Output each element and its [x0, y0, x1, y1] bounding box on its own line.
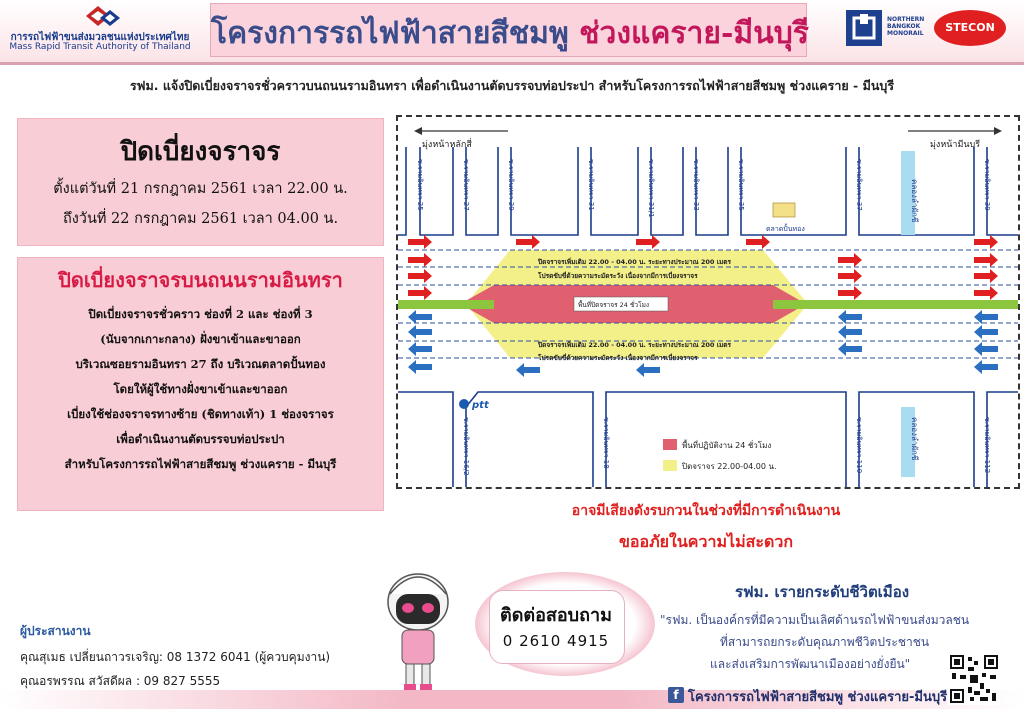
qr-code-icon[interactable]: [948, 653, 1000, 705]
market-label: ตลาดปั้นทอง: [766, 225, 805, 233]
soi-label: ซ.รามอินทรา 35: [737, 159, 745, 211]
coordinator-title: ผู้ประสานงาน: [20, 624, 91, 638]
canal-bottom-label: คลองลำผักชี: [910, 417, 919, 461]
soi-label: ซ.รามอินทรา 33: [692, 159, 700, 211]
soi-label: ซ.รามอินทรา 112: [983, 417, 991, 474]
direction-left-label: มุ่งหน้าหลักสี่: [422, 140, 472, 150]
top-road-edge: [398, 147, 1018, 235]
legend-red-swatch: [663, 439, 677, 450]
slogan-line: และส่งเสริมการพัฒนาเมืองอย่างยั่งยืน": [710, 657, 911, 671]
note-top-1: ปิดจราจรเพิ่มเติม 22.00 - 04.00 น. ระยะทางประมาณ 200 เมตร: [538, 258, 731, 266]
note-bottom-1: ปิดจราจรเพิ่มเติม 22.00 - 04.00 น. ระยะทางประมาณ 200 เมตร: [538, 341, 731, 349]
note-top-2: โปรดขับขี่ด้วยความระมัดระวัง เนื่องจากมีการเบี่ยงจราจร: [538, 272, 698, 280]
announcement-line: รฟม. แจ้งปิดเบี่ยงจราจรชั่วคราวบนถนนรามอินทรา เพื่อดำเนินงานตัดบรรจบท่อประปา สำหรับโครงการรถไฟฟ้าสายสีชมพู ช่วงแคราย - มีนบุรี: [129, 78, 895, 93]
facebook-icon[interactable]: f: [668, 687, 684, 703]
soi-label: ซ.รามอินทรา 39: [983, 159, 991, 211]
canal-top-label: คลองลำผักชี: [910, 179, 919, 223]
market-icon: [773, 203, 795, 217]
contact-title: ติดต่อสอบถาม: [500, 605, 612, 626]
detail-line: สำหรับโครงการรถไฟฟ้าสายสีชมพู ช่วงแคราย - มีนบุรี: [64, 457, 337, 471]
detail-line: ปิดเบี่ยงจราจรชั่วคราว ช่องที่ 2 และ ช่องที่ 3: [88, 307, 313, 321]
arrow-head-icon: [994, 127, 1002, 135]
soi-label: ซ.รามอินทรา 25: [416, 159, 424, 211]
soi-label: ซ.รามอินทรา 110: [855, 417, 863, 474]
closure-from: ตั้งแต่วันที่ 21 กรกฎาคม 2561 เวลา 22.00 น.: [53, 181, 348, 197]
title-main: โครงการรถไฟฟ้าสายสีชมพู: [211, 16, 569, 51]
soi-label: ซ.รามอินทรา 27: [462, 159, 470, 211]
soi-label: ซ.รามอินทรา 18: [602, 417, 610, 469]
detail-line: เบี่ยงใช้ช่องจราจรทางซ้าย (ชิดทางเท้า) 1 ช่องจราจร: [67, 407, 334, 421]
org-name-th: การรถไฟฟ้าขนส่งมวลชนแห่งประเทศไทย: [10, 32, 190, 43]
detail-line: โดยให้ผู้ใช้ทางฝั่งขาเข้าและขาออก: [113, 382, 288, 396]
soi-label: ซ.รามอินทรา 37: [855, 159, 863, 211]
monorail-logo-icon: [846, 10, 882, 46]
arrow-head-icon: [414, 127, 422, 135]
apology-text: ขออภัยในความไม่สะดวก: [618, 532, 794, 551]
slogan-line: ที่สามารถยกระดับคุณภาพชีวิตประชาชน: [720, 635, 930, 649]
soi-label: ซ.รามอินทรา 29: [507, 159, 515, 211]
traffic-diagram: [396, 115, 1020, 489]
title-box: [210, 3, 807, 57]
facebook-page-link[interactable]: โครงการรถไฟฟ้าสายสีชมพู ช่วงแคราย-มีนบุรี: [688, 690, 948, 705]
note-bottom-2: โปรดขับขี่ด้วยความระมัดระวัง เนื่องจากมีการเบี่ยงจราจร: [538, 354, 698, 362]
closure-to: ถึงวันที่ 22 กรกฎาคม 2561 เวลา 04.00 น.: [62, 211, 339, 227]
ptt-label: ptt: [472, 400, 489, 411]
ptt-logo-icon: [459, 399, 469, 409]
closure-heading: ปิดเบี่ยงจราจร: [120, 137, 281, 167]
contact-phone[interactable]: 0 2610 4915: [502, 632, 610, 650]
header-banner: [0, 0, 1024, 65]
bottom-road-edge: [398, 392, 1018, 487]
slogan-heading: รฟม. เรายกระดับชีวิตเมือง: [735, 583, 910, 601]
legend-yellow-label: ปิดจราจร 22.00-04.00 น.: [682, 462, 777, 471]
closure-detail-box: [17, 257, 384, 511]
closure-period-box: [17, 118, 384, 246]
direction-right-label: มุ่งหน้ามีนบุรี: [930, 140, 981, 150]
coordinator-contact: คุณสุเมธ เปลี่ยนถาวรเจริญ: 08 1372 6041 (ผู้ควบคุมงาน): [20, 650, 331, 664]
org-name-en: Mass Rapid Transit Authority of Thailand: [9, 42, 191, 52]
noise-warning: อาจมีเสียงดังรบกวนในช่วงที่มีการดำเนินงาน: [571, 503, 841, 519]
stecon-logo: STECON: [934, 10, 1006, 46]
legend-red-label: พื้นที่ปฏิบัติงาน 24 ชั่วโมง: [682, 441, 772, 450]
soi-label: ซ.รามอินทรา 31/1: [647, 159, 655, 218]
detail-line: เพื่อดำเนินงานตัดบรรจบท่อประปา: [116, 432, 285, 446]
legend-yellow-swatch: [663, 460, 677, 471]
traffic-diagram-svg: [398, 117, 1018, 487]
mascot-icon: [380, 564, 456, 694]
slogan-line: "รฟม. เป็นองค์กรที่มีความเป็นเลิศด้านรถไฟฟ้าขนส่งมวลชน: [660, 613, 970, 627]
soi-label: ซ.รามอินทรา 31: [587, 159, 595, 211]
coordinator-contact: คุณอรพรรณ สวัสดีผล : 09 827 5555: [20, 674, 221, 688]
detail-heading: ปิดเบี่ยงจราจรบนถนนรามอินทรา: [58, 268, 343, 292]
note-center: พื้นที่ปิดจราจร 24 ชั่วโมง: [578, 301, 650, 309]
title-accent: ช่วงแคราย-มีนบุรี: [579, 16, 809, 51]
detail-line: (นับจากเกาะกลาง) ฝั่งขาเข้าและขาออก: [100, 332, 301, 346]
monorail-logo-text: NORTHERN BANGKOK MONORAIL: [887, 16, 925, 37]
detail-line: บริเวณซอยรามอินทรา 27 ถึง บริเวณตลาดปั้นทอง: [75, 357, 326, 371]
soi-label: ซ.รามอินทรา 16/2: [462, 417, 470, 476]
page-title: [211, 10, 809, 57]
